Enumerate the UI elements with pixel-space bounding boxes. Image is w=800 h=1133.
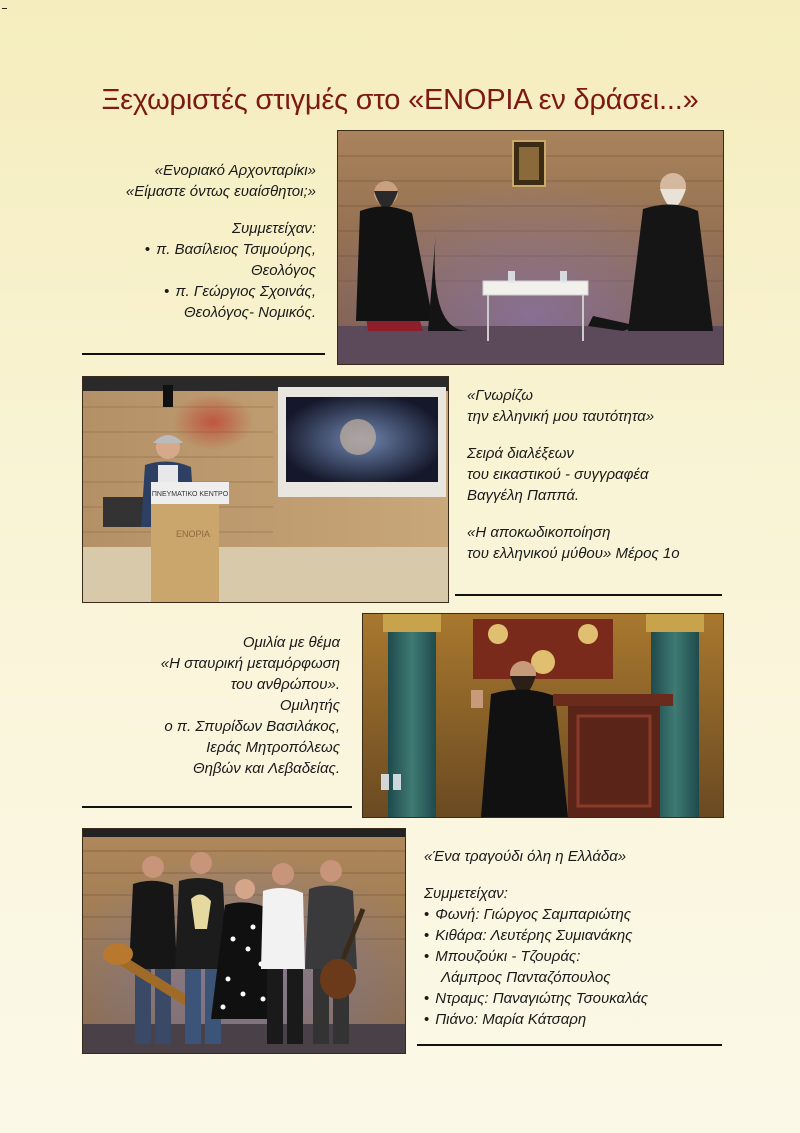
section2-line: Βαγγέλη Παππά.: [467, 487, 580, 504]
participants-label: Συμμετείχαν:: [424, 885, 508, 902]
section1-line: «Είμαστε όντως ευαίσθητοι;»: [125, 183, 316, 200]
participants-label: Συμμετείχαν:: [232, 220, 316, 237]
section2-line: Σειρά διαλέξεων: [467, 445, 574, 462]
section3-line: Θηβών και Λεβαδείας.: [192, 760, 340, 777]
section2-line: του εικαστικού - συγγραφέα: [467, 466, 649, 483]
bullet-icon: •: [424, 1011, 430, 1028]
bullet-icon: •: [424, 990, 430, 1007]
section1-rule: [82, 353, 325, 355]
photo-homily: [362, 613, 724, 818]
section3-line: «Η σταυρική μεταμόρφωση: [160, 655, 340, 672]
participant-item-cont: Θεολόγος- Νομικός.: [184, 304, 316, 321]
bullet-icon: •: [424, 927, 430, 944]
participant-item-cont: Λάμπρος Πανταζόπουλος: [441, 969, 611, 986]
participant-item: • π. Βασίλειος Τσιμούρης,: [144, 241, 316, 258]
section4-title: «Ένα τραγούδι όλη η Ελλάδα»: [424, 848, 627, 865]
section2-line: «Η αποκωδικοποίηση: [467, 524, 611, 541]
section3-line: Ιεράς Μητροπόλεως: [206, 739, 340, 756]
section2-rule: [455, 594, 722, 596]
participant-item: • Φωνή: Γιώργος Σαμπαριώτης: [424, 906, 632, 923]
section4-rule: [417, 1044, 722, 1046]
lectern-logo: ΕΝΟΡΙΑ: [175, 529, 211, 539]
participant-item: • Πιάνο: Μαρία Κάτσαρη: [424, 1011, 587, 1028]
section3-rule: [82, 806, 352, 808]
section1-line: «Ενοριακό Αρχονταρίκι»: [154, 162, 316, 179]
participant-item: • π. Γεώργιος Σχοινάς,: [164, 283, 316, 300]
photo-concert: [82, 828, 406, 1054]
section2-line: την ελληνική μου ταυτότητα»: [467, 408, 655, 425]
participant-item-cont: Θεολόγος: [251, 262, 316, 279]
participant-item: • Κιθάρα: Λευτέρης Συμιανάκης: [424, 927, 633, 944]
section3-line: του ανθρώπου».: [230, 676, 340, 693]
section2-line: του ελληνικού μύθου» Μέρος 1ο: [467, 545, 680, 562]
bullet-icon: •: [424, 906, 430, 923]
section3-line: ο π. Σπυρίδων Βασιλάκος,: [164, 718, 340, 735]
bullet-icon: •: [164, 283, 170, 300]
section4-text: [424, 846, 722, 1030]
participant-item: • Μπουζούκι - Τζουράς:: [424, 948, 581, 965]
participant-item: • Ντραμς: Παναγιώτης Τσουκαλάς: [424, 990, 649, 1007]
section3-line: Ομιλία με θέμα: [242, 634, 340, 651]
page-title: Ξεχωριστές στιγμές στο «ΕΝΟΡΙΑ εν δράσει...»: [101, 84, 699, 116]
photo-lecture: [82, 376, 449, 603]
section2-line: «Γνωρίζω: [467, 387, 533, 404]
section2-text: [467, 385, 722, 564]
section3-line: Ομιλητής: [279, 697, 340, 714]
bullet-icon: •: [424, 948, 430, 965]
section3-text: [90, 632, 340, 779]
corner-mark: [2, 8, 7, 9]
section1-text: [80, 160, 316, 323]
lectern-label: ΠΝΕΥΜΑΤΙΚΟ ΚΕΝΤΡΟ: [151, 491, 229, 498]
photo-archontariki: [337, 130, 724, 365]
bullet-icon: •: [144, 241, 151, 258]
